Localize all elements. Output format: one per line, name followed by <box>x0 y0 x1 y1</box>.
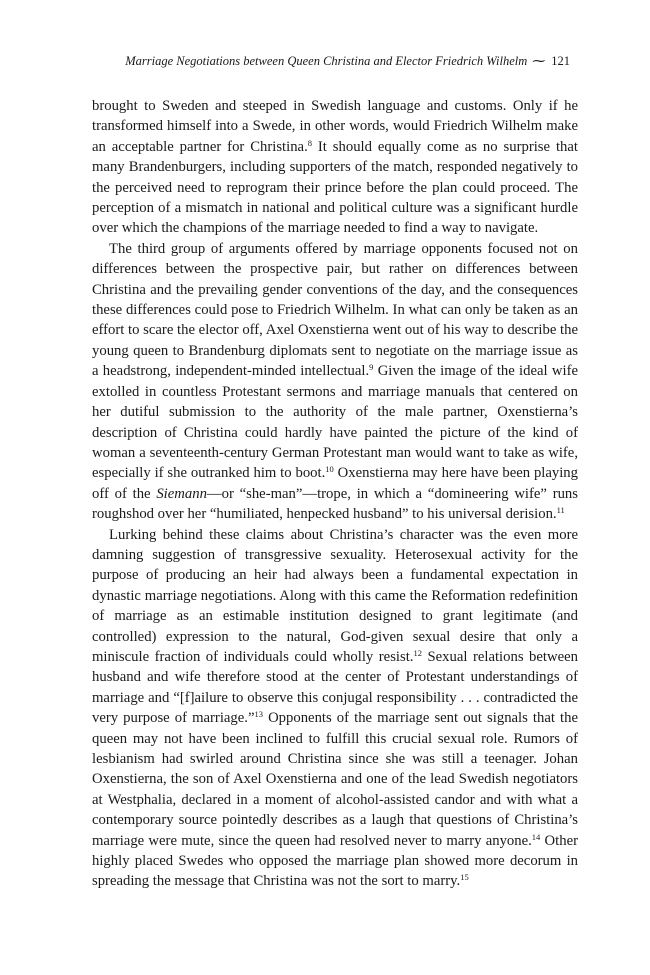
footnote-ref: 8 <box>307 137 312 148</box>
body-text <box>92 96 578 892</box>
footnote-ref: 9 <box>369 362 374 373</box>
text-run: It should equally come as no surprise that many Brandenburgers, including supporters of the match, responded negatively to the perceived need to reprogram their prince before the plan could proceed. The perception of a mismatch in national and political culture was a significant hurdle over which the champions of the marriage needed to find a way to navigate. <box>92 138 578 237</box>
paragraph-gender-conventions <box>92 239 578 525</box>
text-run: Opponents of the marriage sent out signals that the queen may not have been inclined to fulfill this crucial sexual role. Rumors of lesbianism had swirled around Christina since she was still a teenager. Johan Oxenstierna, the son of Axel Oxenstierna and one of the lead Swedish negotiators at Westphalia, declared in a moment of alcohol-assisted candor and with what a contemporary source pointedly describes as a laugh that questions of Christina’s marriage were mute, since the queen had resolved never to marry anyone. <box>92 710 578 849</box>
ornament-glyph: ⁓ <box>532 53 546 68</box>
footnote-ref: 11 <box>556 505 565 516</box>
text-run: Other highly placed Swedes who opposed the marriage plan showed more decorum in spreading the message that Christina was not the sort to marry. <box>92 832 578 890</box>
running-header <box>92 53 570 69</box>
text-run: The third group of arguments offered by marriage opponents focused not on differences between the prospective pair, but rather on differences between Christina and the prevailing gender conventions of the day, and the consequences these differences could pose to Friedrich Wilhelm. In what can only be taken as an effort to scare the elector off, Axel Oxenstierna went out of his way to describe the young queen to Brandenburg diplomats sent to negotiate on the marriage issue as a headstrong, independent-minded intellectual. <box>92 240 578 380</box>
text-run: Lurking behind these claims about Christina’s character was the even more damning suggestion of transgressive sexuality. Heterosexual activity for the purpose of producing an heir had always been a fundamental expectation in dynastic marriage negotiations. Along with this came the Reformation redefinition of marriage as an estimable institution designed to grant legitimate (and controlled) expression to the natural, God-given sexual desire that only a miniscule fraction of individuals could wholly resist. <box>92 526 578 665</box>
text-run: Sexual relations between husband and wife therefore stood at the center of Protestant understandings of marriage and “[f]ailure to observe this conjugal responsibility . . . contradicted the very purpose of marriage.” <box>92 648 578 727</box>
text-run: Given the image of the ideal wife extolled in countless Protestant sermons and marriage manuals that centered on her dutiful submission to the authority of the male partner, Oxenstierna’s description of Christina could hardly have painted the picture of the kind of woman a seventeenth-century German Protestant man would want to take as wife, especially if she outranked him to boot. <box>92 363 578 482</box>
text-run: Oxenstierna may here have been playing off of the <box>92 465 578 502</box>
footnote-ref: 15 <box>460 872 469 883</box>
text-run: brought to Sweden and steeped in Swedish language and customs. Only if he transformed himself into a Swede, in other words, would Friedrich Wilhelm make an acceptable partner for Christina. <box>92 98 578 155</box>
footnote-ref: 13 <box>254 709 263 720</box>
footnote-ref: 10 <box>325 464 334 475</box>
paragraph-sexuality <box>92 525 578 892</box>
footnote-ref: 12 <box>413 647 422 658</box>
footnote-ref: 14 <box>531 831 541 842</box>
italic-term: Siemann <box>156 485 207 502</box>
paragraph-continuation <box>92 96 578 239</box>
running-title: Marriage Negotiations between Queen Christina and Elector Friedrich Wilhelm <box>125 54 528 68</box>
text-run: —or “she-man”—trope, in which a “domineering wife” runs roughshod over her “humiliated, henpecked husband” to his universal derision. <box>92 485 578 523</box>
page-number: 121 <box>551 54 570 68</box>
